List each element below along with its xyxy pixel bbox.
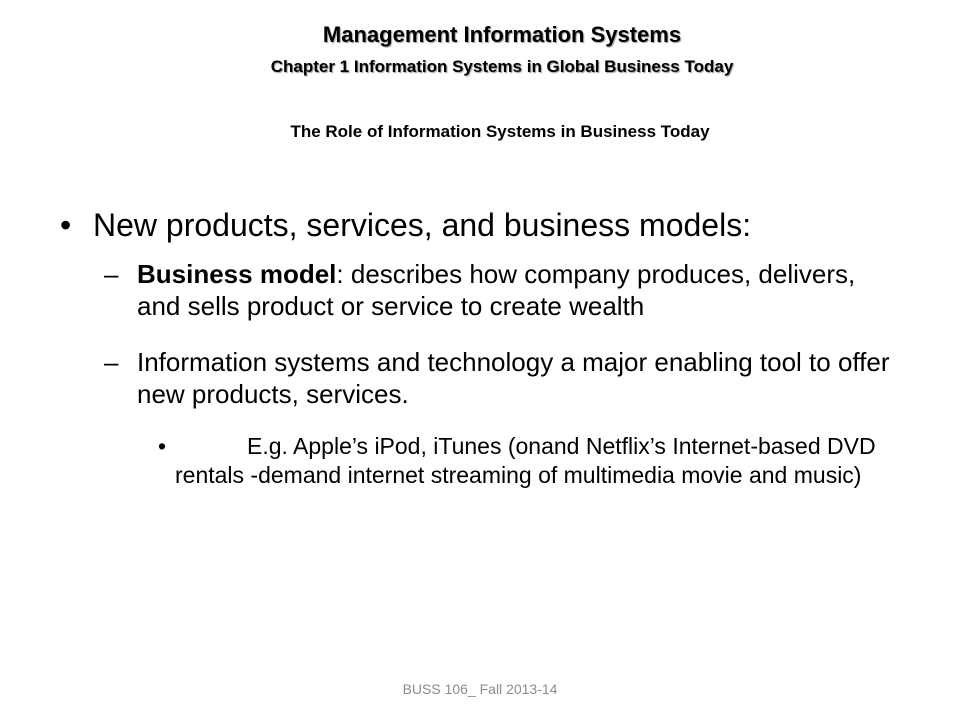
bullet-marker: • [158, 433, 167, 459]
bullet-text: New products, services, and business models: [93, 207, 752, 243]
slide-heading: The Role of Information Systems in Business Today [290, 122, 710, 141]
footer-text: BUSS 106_ Fall 2013-14 [402, 681, 558, 697]
bullet-level3-example [158, 432, 918, 490]
bullet-text: Information systems and technology a major enabling tool to offer new products, services. [137, 347, 890, 409]
bold-term: Business model [137, 259, 337, 289]
bullet-level2-information-systems [104, 346, 904, 410]
example-text: E.g. Apple’s iPod, iTunes (onand Netflix’s Internet-based DVD rentals -demand internet streaming of multimedia movie and music) [175, 433, 876, 488]
dash-marker: – [104, 347, 119, 377]
term-definition: : describes how company produces, delivers, and sells product or service to create wealth [137, 259, 856, 321]
header-title: Management Information Systems [322, 22, 682, 47]
dash-marker: – [104, 259, 119, 289]
bullet-text [175, 432, 918, 490]
bullet-marker: • [60, 207, 72, 243]
header-subtitle: Chapter 1 Information Systems in Global Business Today [270, 57, 734, 76]
bullet-level2-business-model [104, 258, 904, 322]
bullet-text [137, 258, 904, 322]
